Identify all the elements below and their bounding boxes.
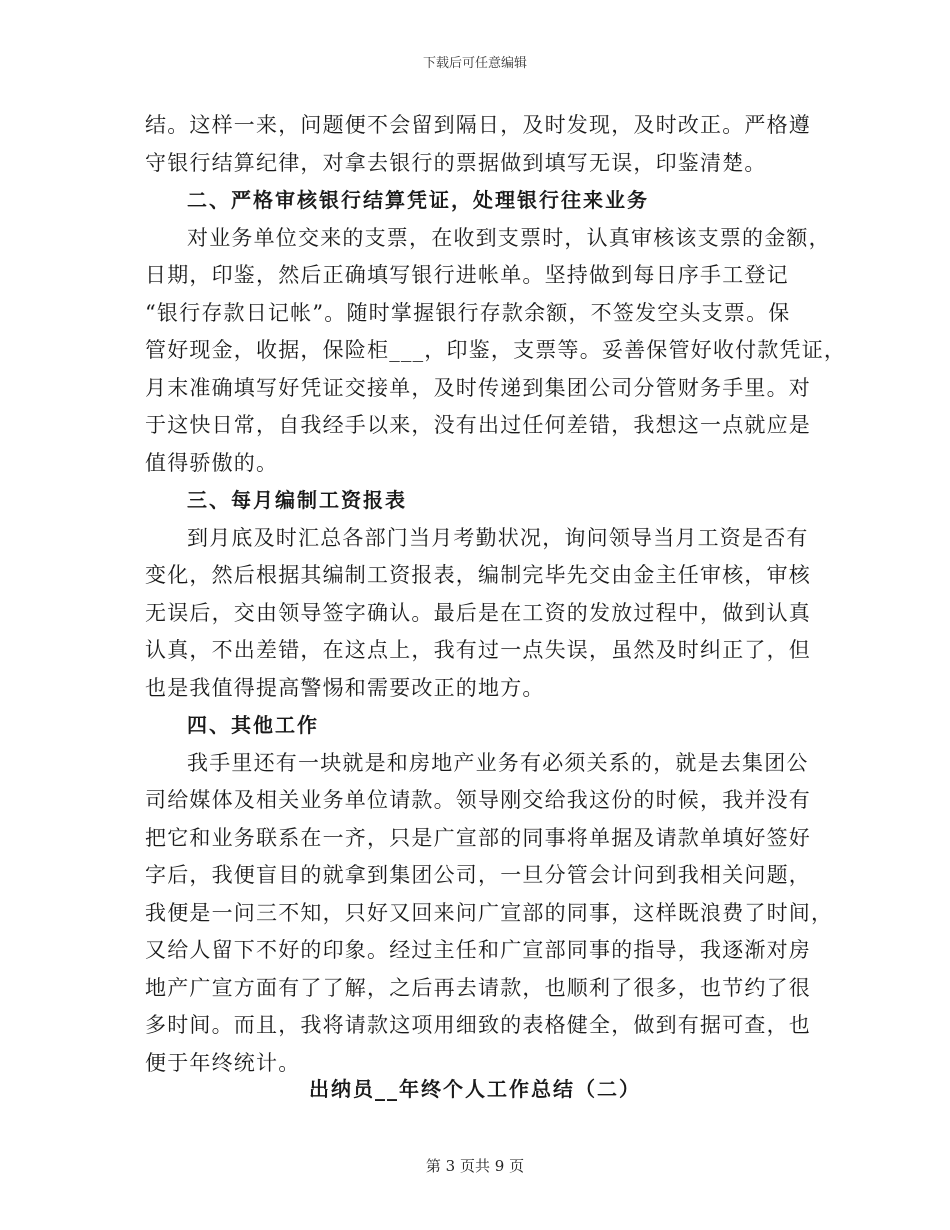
body-line: 变化，然后根据其编制工资报表，编制完毕先交由金主任审核，审核	[145, 563, 811, 587]
section-heading-2: 二、严格审核银行结算凭证，处理银行往来业务	[187, 188, 649, 212]
body-line: 司给媒体及相关业务单位请款。领导刚交给我这份的时候，我并没有	[145, 788, 811, 812]
document-title: 出纳员__年终个人工作总结（二）	[309, 1077, 641, 1101]
body-line: 也是我值得提高警惕和需要改正的地方。	[145, 675, 545, 700]
body-line: 又给人留下不好的印象。经过主任和广宣部同事的指导，我逐渐对房	[145, 938, 811, 962]
body-line: 对业务单位交来的支票，在收到支票时，认真审核该支票的金额，	[187, 225, 831, 250]
body-line: 无误后，交由领导签字确认。最后是在工资的发放过程中，做到认真	[145, 600, 811, 625]
body-line: 日期，印鉴，然后正确填写银行进帐单。坚持做到每日序手工登记	[145, 263, 789, 287]
body-line: 于这快日常，自我经手以来，没有出过任何差错，我想这一点就应是	[145, 413, 811, 437]
body-line: 我手里还有一块就是和房地产业务有必须关系的，就是去集团公	[187, 750, 809, 775]
body-line: 我便是一问三不知，只好又回来问广宣部的同事，这样既浪费了时间，	[145, 900, 834, 925]
body-line: 地产广宣方面有了了解，之后再去请款，也顺利了很多，也节约了很	[145, 975, 811, 1000]
page-number: 第 3 页共 9 页	[425, 1157, 525, 1175]
body-line: 字后，我便盲目的就拿到集团公司，一旦分管会计问到我相关问题，	[145, 863, 811, 887]
body-line: 把它和业务联系在一齐，只是广宣部的同事将单据及请款单填好签好	[145, 825, 811, 850]
document-body	[145, 107, 847, 1082]
section-heading-4: 四、其他工作	[187, 713, 319, 737]
body-line: 认真，不出差错，在这点上，我有过一点失误，虽然及时纠正了，但	[145, 638, 811, 662]
body-line: 便于年终统计。	[145, 1050, 301, 1075]
header-note: 下载后可任意编辑	[422, 56, 527, 71]
body-line: 管好现金，收据，保险柜___，印鉴，支票等。妥善保管好收付款凭证，	[145, 338, 847, 362]
body-line: 结。这样一来，问题便不会留到隔日，及时发现，及时改正。严格遵	[145, 113, 811, 137]
body-line: “银行存款日记帐”。随时掌握银行存款余额，不签发空头支票。保	[145, 300, 791, 325]
body-line: 值得骄傲的。	[145, 450, 279, 475]
body-line: 到月底及时汇总各部门当月考勤状况，询问领导当月工资是否有	[187, 525, 809, 550]
section-heading-3: 三、每月编制工资报表	[187, 488, 407, 512]
body-line: 多时间。而且，我将请款这项用细致的表格健全，做到有据可查，也	[145, 1013, 811, 1037]
body-line: 守银行结算纪律，对拿去银行的票据做到填写无误，印鉴清楚。	[145, 150, 767, 175]
body-line: 月末准确填写好凭证交接单，及时传递到集团公司分管财务手里。对	[145, 375, 811, 400]
